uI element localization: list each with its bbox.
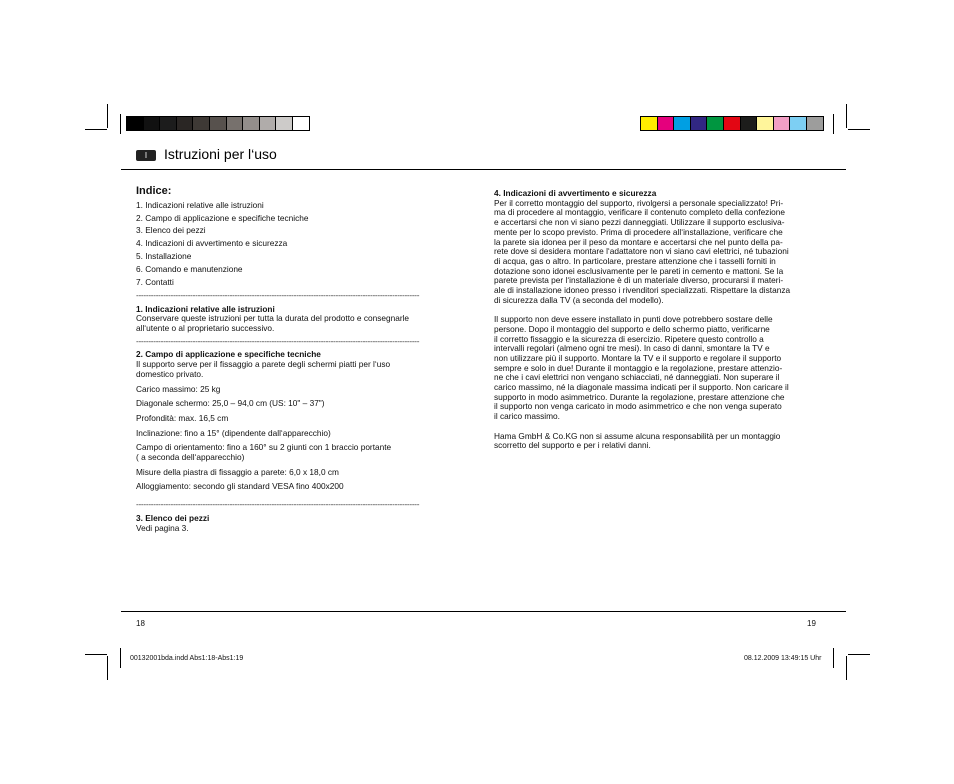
- color-swatch: [176, 116, 194, 131]
- color-swatch: [690, 116, 708, 131]
- spec-item: Diagonale schermo: 25,0 – 94,0 cm (US: 10" – 37"): [136, 398, 325, 409]
- toc-item: 3. Elenco dei pezzi: [136, 225, 206, 236]
- color-swatch: [640, 116, 658, 131]
- color-swatch: [723, 116, 741, 131]
- spec-item: Alloggiamento: secondo gli standard VESA fino 400x200: [136, 481, 344, 492]
- section-3-title: 3. Elenco dei pezzi: [136, 512, 210, 523]
- page-number-right: 19: [807, 619, 816, 628]
- toc-item: 7. Contatti: [136, 277, 174, 288]
- separator: -------------------------------------------------------------------------------------------------------------------: [136, 336, 420, 346]
- right-column: [494, 189, 824, 451]
- left-column: [136, 187, 456, 533]
- color-swatch: [789, 116, 807, 131]
- header-rule: [121, 169, 846, 170]
- section-2-title: 2. Campo di applicazione e specifiche tecniche: [136, 349, 321, 360]
- color-swatch: [756, 116, 774, 131]
- toc-item: 1. Indicazioni relative alle istruzioni: [136, 199, 264, 210]
- page-number-left: 18: [136, 619, 145, 628]
- color-swatch: [673, 116, 691, 131]
- toc-item: 6. Comando e manutenzione: [136, 264, 243, 275]
- color-swatch: [806, 116, 824, 131]
- color-swatch: [259, 116, 277, 131]
- color-swatch: [740, 116, 758, 131]
- section-2-text: Il supporto serve per il fissaggio a parete degli schermi piatti per l‘uso domestico privato.: [136, 359, 391, 379]
- footer-rule: [121, 611, 846, 612]
- separator: -------------------------------------------------------------------------------------------------------------------: [136, 500, 420, 510]
- color-swatch: [126, 116, 144, 131]
- color-swatch: [275, 116, 293, 131]
- spec-item: Carico massimo: 25 kg: [136, 383, 221, 394]
- page-title: Istruzioni per l‘uso: [164, 146, 277, 162]
- section-4-title: 4. Indicazioni di avvertimento e sicurezza: [494, 188, 657, 198]
- color-swatch: [657, 116, 675, 131]
- color-swatch: [209, 116, 227, 131]
- spec-item: Campo di orientamento: fino a 160° su 2 giunti con 1 braccio portante ( a seconda dell‘apparecchio): [136, 442, 392, 463]
- section-1-title: 1. Indicazioni relative alle istruzioni: [136, 303, 275, 314]
- spec-item: Profondità: max. 16,5 cm: [136, 412, 229, 423]
- color-swatch: [226, 116, 244, 131]
- toc-item: 5. Installazione: [136, 251, 192, 262]
- separator: -------------------------------------------------------------------------------------------------------------------: [136, 290, 420, 300]
- date-slug: 08.12.2009 13:49:15 Uhr: [744, 655, 822, 662]
- index-title: Indice:: [136, 185, 172, 197]
- color-swatch: [292, 116, 310, 131]
- toc-item: 4. Indicazioni di avvertimento e sicurezza: [136, 238, 288, 249]
- toc-item: 2. Campo di applicazione e specifiche tecniche: [136, 212, 309, 223]
- warning-paragraph: Il supporto non deve essere installato in punti dove potrebbero sostare delle persone. Dopo il montaggio del supporto e dello schermo piatto, verificarne il corretto fissaggio e la sicurezza di esercizio. Ripetere questo controllo a intervalli regolari (almeno ogni tre mesi). In caso di danni, smontare la TV e non utilizzare più il supporto. Montare la TV e il supporto e regolare il supporto sempre e solo in due! Durante il montaggio e la regolazione, prestare attenzio- ne che i cavi elettrici non vengano schiacciati, né danneggiati. Non superare il carico massimo, né la diagonale massima indicati per il supporto. Non caricare il supporto in modo asimmetrico. Durante la regolazione, prestare attenzione che il supporto non venga caricato in modo asimmetrico e che non venga superato il carico massimo.: [494, 314, 789, 422]
- language-tab: I: [136, 150, 156, 161]
- warning-paragraph: Per il corretto montaggio del supporto, rivolgersi a personale specializzato! Pri- ma di procedere al montaggio, verificare il contenuto completo della confezione e accertarsi che non vi siano pezzi danneggiati. Utilizzare il supporto esclusiva- mente per lo scopo previsto. Prima di procedere all‘installazione, verificare che la parete sia idonea per il peso da montare e accertarsi che nel punto della pa- rete dove si desidera montare l‘adattatore non vi siano cavi elettrici, né tubazioni di acqua, gas o altro. In particolare, prestare attenzione che i tasselli forniti in dotazione sono idonei esclusivamente per le pareti in cemento e mattoni. Se la parete prevista per l‘installazione è di un materiale diverso, procurarsi il materi- ale di installazione idoneo presso i rivenditori specializzati. Rispettare la distanza di sicurezza dalla TV (a seconda del modello).: [494, 197, 791, 305]
- table-of-contents: [136, 201, 456, 288]
- spec-item: Inclinazione: fino a 15° (dipendente dall‘apparecchio): [136, 427, 331, 438]
- color-swatch: [706, 116, 724, 131]
- section-1-text: Conservare queste istruzioni per tutta la durata del prodotto e consegnarle all‘utente o al proprietario successivo.: [136, 313, 410, 334]
- color-swatch: [143, 116, 161, 131]
- color-swatch: [773, 116, 791, 131]
- spec-item: Misure della piastra di fissaggio a parete: 6,0 x 18,0 cm: [136, 466, 339, 477]
- color-swatch: [159, 116, 177, 131]
- color-swatch: [192, 116, 210, 131]
- section-3-text: Vedi pagina 3.: [136, 522, 189, 533]
- color-swatch: [242, 116, 260, 131]
- file-slug: 00132001bda.indd Abs1:18-Abs1:19: [130, 655, 244, 662]
- disclaimer-paragraph: Hama GmbH & Co.KG non si assume alcuna responsabilità per un montaggio scorretto del supporto e per i relativi danni.: [494, 430, 781, 451]
